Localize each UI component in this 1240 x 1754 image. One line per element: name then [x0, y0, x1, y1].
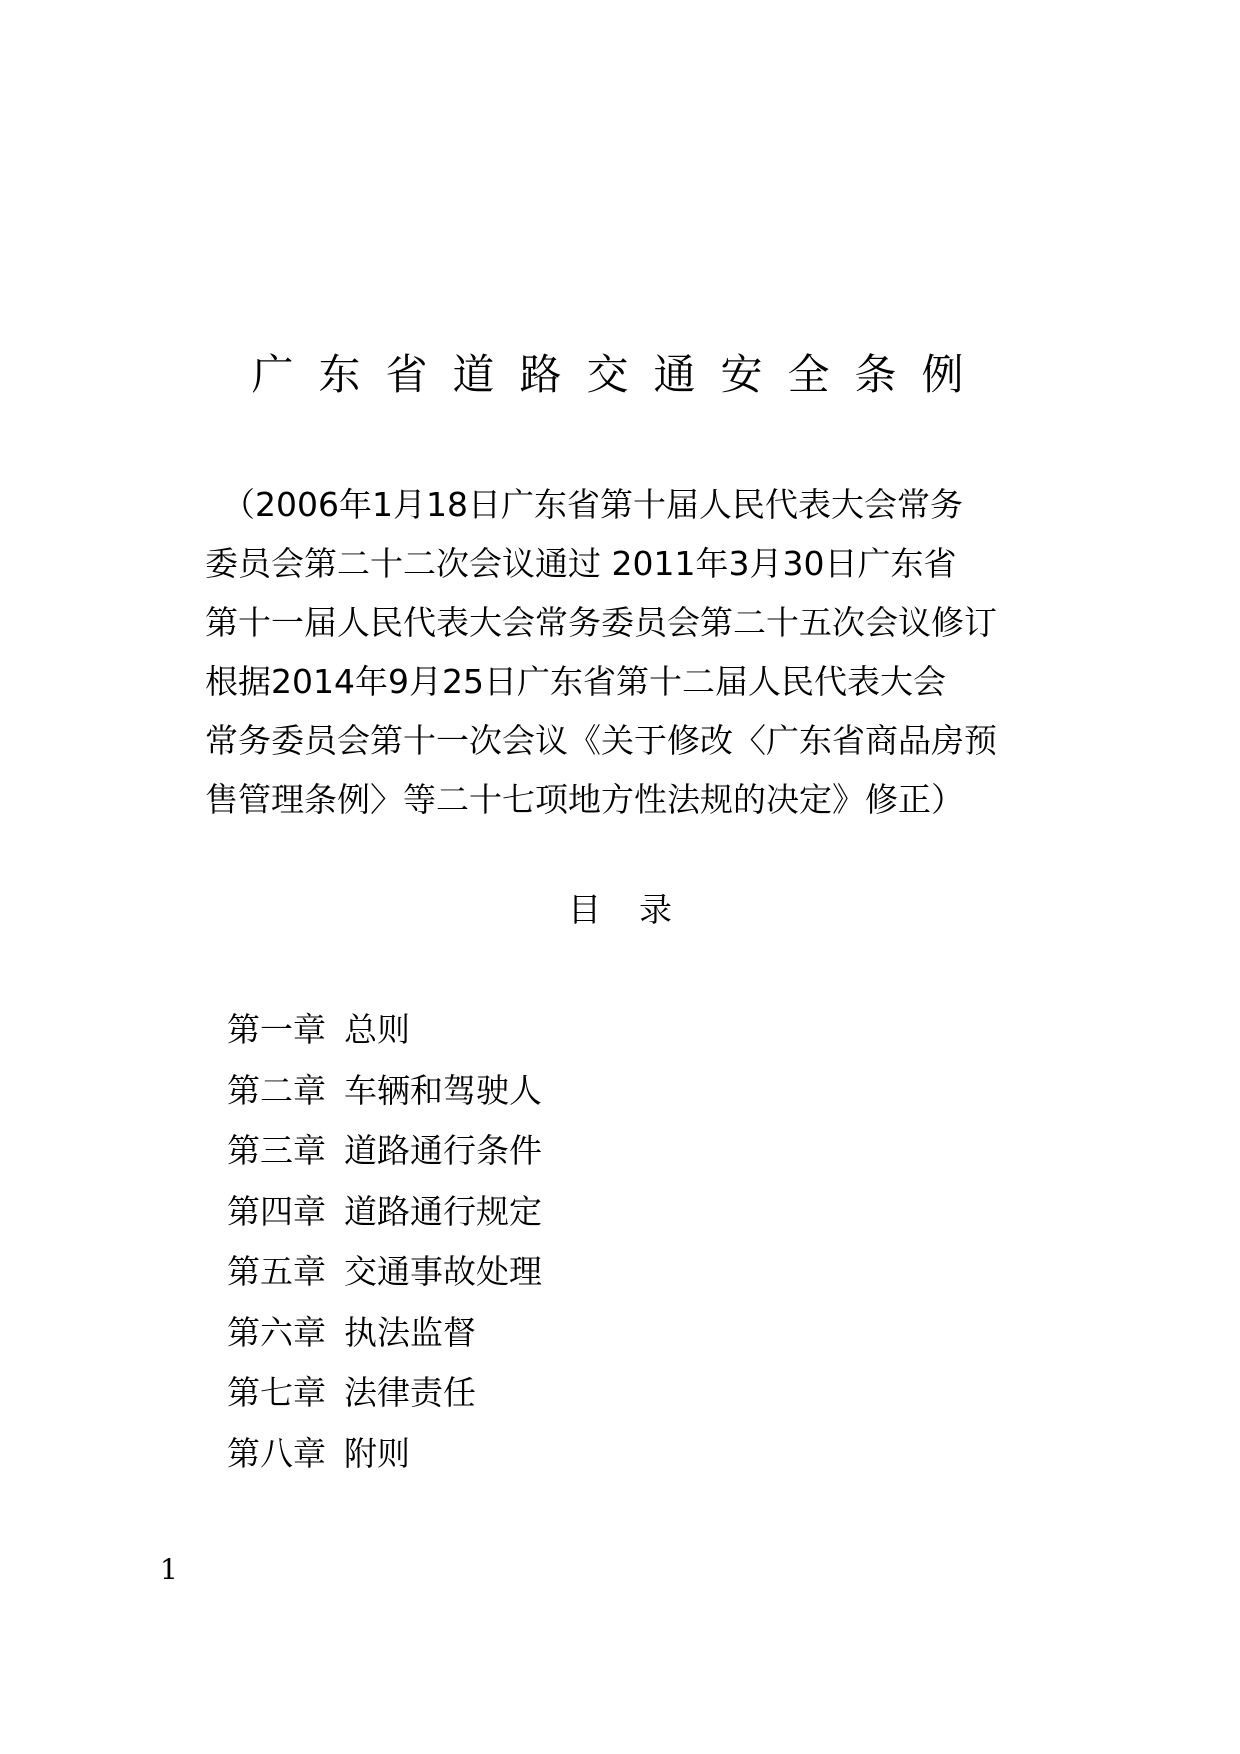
toc-chapter-title: 交通事故处理 [344, 1252, 542, 1291]
toc-item-chapter-1 [227, 1000, 542, 1061]
toc-chapter-number: 第六章 [227, 1312, 326, 1352]
toc-chapter-number: 第一章 [227, 1010, 326, 1049]
toc-chapter-title: 附则 [344, 1433, 410, 1473]
toc-item-chapter-7 [227, 1363, 542, 1424]
toc-heading-second: 录 [639, 890, 672, 929]
enactment-note-line: 常务委员会第十一次会议《关于修改〈广东省商品房预 [205, 721, 997, 760]
toc-chapter-number: 第三章 [227, 1131, 326, 1170]
toc-chapter-title: 总则 [344, 1010, 410, 1049]
enactment-note-line: 委员会第二十二次会议通过 2011年3月30日广东省 [205, 544, 957, 583]
enactment-note-line: （2006年1月18日广东省第十届人民代表大会常务 [222, 485, 963, 524]
toc-chapter-title: 法律责任 [344, 1373, 476, 1412]
toc-chapter-title: 车辆和驾驶人 [344, 1070, 542, 1110]
enactment-note-line: 售管理条例〉等二十七项地方性法规的决定》修正） [205, 780, 964, 819]
enactment-note-line: 根据2014年9月25日广东省第十二届人民代表大会 [205, 662, 946, 701]
toc-chapter-number: 第八章 [227, 1433, 326, 1473]
toc-item-chapter-3 [227, 1121, 542, 1182]
toc-chapter-title: 执法监督 [344, 1312, 476, 1352]
toc-chapter-number: 第四章 [227, 1191, 326, 1231]
toc-item-chapter-6 [227, 1303, 542, 1364]
table-of-contents [227, 1000, 542, 1484]
toc-chapter-number: 第二章 [227, 1070, 326, 1110]
toc-item-chapter-5 [227, 1242, 542, 1303]
toc-heading [0, 880, 1240, 940]
toc-chapter-number: 第七章 [227, 1373, 326, 1412]
toc-item-chapter-4 [227, 1182, 542, 1243]
enactment-note [205, 475, 1035, 829]
document-title: 广东省道路交通安全条例 [251, 350, 989, 399]
toc-item-chapter-2 [227, 1061, 542, 1122]
toc-chapter-title: 道路通行规定 [344, 1191, 542, 1231]
toc-heading-first: 目 [568, 890, 601, 929]
page-number: 1 [160, 1553, 178, 1586]
toc-chapter-title: 道路通行条件 [344, 1131, 542, 1170]
enactment-note-line: 第十一届人民代表大会常务委员会第二十五次会议修订 [205, 603, 997, 642]
toc-item-chapter-8 [227, 1424, 542, 1485]
toc-chapter-number: 第五章 [227, 1252, 326, 1291]
